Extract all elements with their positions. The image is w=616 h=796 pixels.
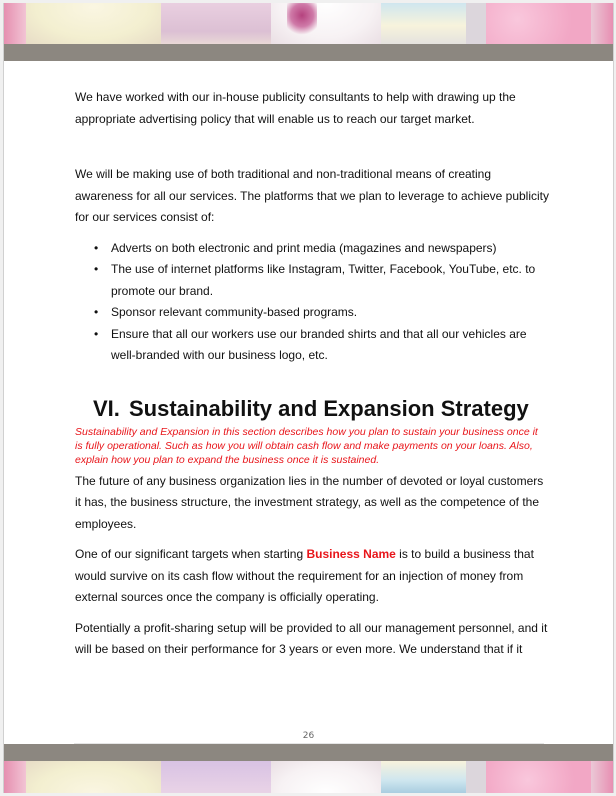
footer-band [4, 744, 613, 761]
list-item: • Ensure that all our workers use our branded shirts and that all our vehicles are well-branded with our business logo, etc. [75, 324, 550, 367]
list-item: • The use of internet platforms like Instagram, Twitter, Facebook, YouTube, etc. to promote our brand. [75, 259, 550, 302]
header-candles-image [4, 3, 613, 44]
section-heading [75, 393, 550, 424]
bullet-icon: • [94, 326, 99, 341]
bullet-icon: • [94, 240, 99, 255]
header-band [4, 44, 613, 61]
paragraph-advertising-policy: We have worked with our in-house publicity consultants to help with drawing up the appropriate advertising policy that will enable us to reach our target market. [75, 90, 516, 126]
page-content [75, 87, 550, 670]
page-number: 26 [302, 731, 315, 741]
publicity-bullet-list [75, 238, 550, 367]
business-name-placeholder: Business Name [306, 547, 396, 561]
bullet-icon: • [94, 262, 99, 276]
paragraph-publicity-platforms: We will be making use of both traditional and non-traditional means of creating awareness for all our services. The platforms that we plan to leverage to achieve publicity for our services consist of: [75, 167, 550, 224]
paragraph-targets: One of our significant targets when starting Business Name is to build a business that would survive on its cash flow without the requirement for an injection of money from external sources once the company is officially operating. [75, 547, 534, 604]
list-item: • Sponsor relevant community-based programs. [75, 302, 550, 324]
section-number: VI. [93, 395, 120, 421]
document-page [3, 3, 614, 793]
bullet-icon: • [94, 305, 99, 319]
list-item: • Adverts on both electronic and print media (magazines and newspapers) [75, 238, 550, 260]
section-title: Sustainability and Expansion Strategy [129, 395, 529, 421]
instruction-note: Sustainability and Expansion in this section describes how you plan to sustain your business once it is fully operational. Such as how you will obtain cash flow and make payments on your loans. Also, explain how you plan to expand the business once it is sustained. [75, 425, 538, 466]
paragraph-future: The future of any business organization lies in the number of devoted or loyal customers it has, the business structure, the investment strategy, as well as the competence of the employees. [75, 473, 544, 531]
footer-candles-image [4, 761, 613, 793]
paragraph-profit-sharing: Potentially a profit-sharing setup will be provided to all our management personnel, and it will be based on their performance for 3 years or even more. We understand that if it [75, 620, 548, 656]
